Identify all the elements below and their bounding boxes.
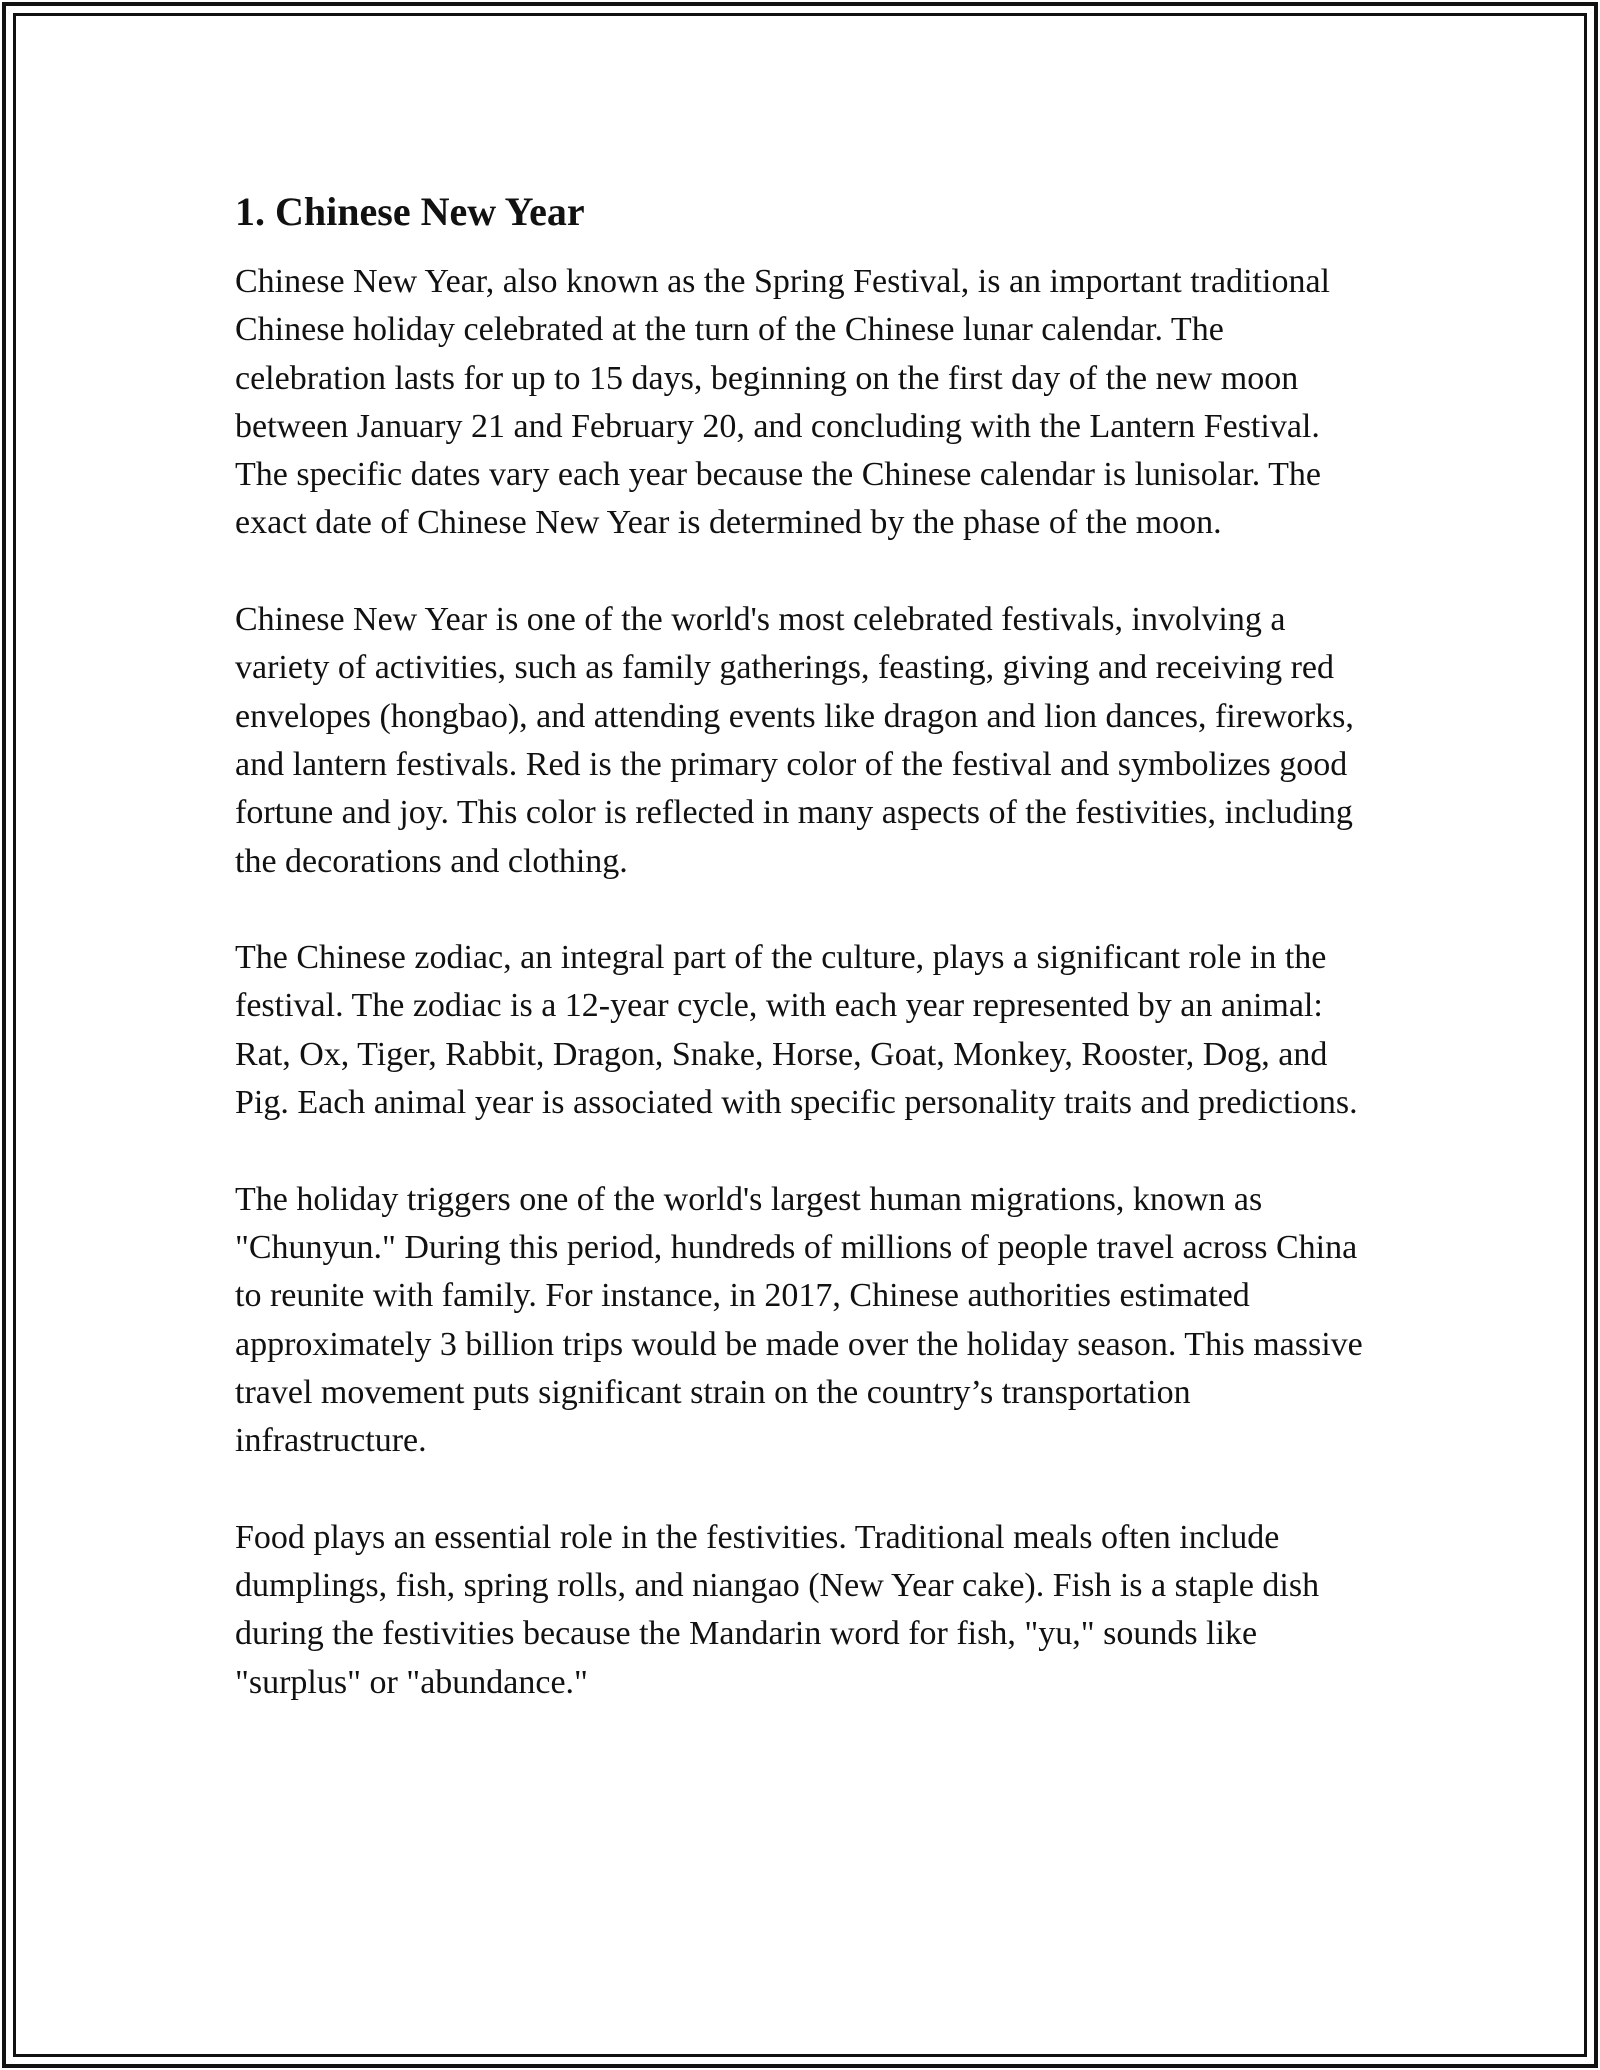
paragraph-chunyun: The holiday triggers one of the world's largest human migrations, known as "Chunyun." During this period, hundreds of millions of people travel across China to reunite with family. For instance, in 2017, Chinese authorities estimated approximately 3 billion trips would be made over the holiday season. This massive travel movement puts significant strain on the country’s transportation infrastructure. xyxy=(235,1180,1363,1460)
paragraph-zodiac: The Chinese zodiac, an integral part of the culture, plays a significant role in the festival. The zodiac is a 12-year cycle, with each year represented by an animal: Rat, Ox, Tiger, Rabbit, Dragon, Snake, Horse, Goat, Monkey, Rooster, Dog, and Pig. Each animal year is associated with specific personality traits and predictions. xyxy=(235,939,1358,1122)
paragraph-celebrations: Chinese New Year is one of the world's most celebrated festivals, involving a variety of activities, such as family gatherings, feasting, giving and receiving red envelopes (hongbao), and attending events like dragon and lion dances, fireworks, and lantern festivals. Red is the primary color of the festival and symbolizes good fortune and joy. This color is reflected in many aspects of the festivities, including the decorations and clothing. xyxy=(235,601,1354,880)
paragraph-spring-festival: Chinese New Year, also known as the Spring Festival, is an important traditional Chinese holiday celebrated at the turn of the Chinese lunar calendar. The celebration lasts for up to 15 days, beginning on the first day of the new moon between January 21 and February 20, and concluding with the Lantern Festival. The specific dates vary each year because the Chinese calendar is lunisolar. The exact date of Chinese New Year is determined by the phase of the moon. xyxy=(235,263,1330,542)
document-body xyxy=(235,186,1375,1707)
section-heading: 1. Chinese New Year xyxy=(235,189,585,234)
paragraph-food: Food plays an essential role in the festivities. Traditional meals often include dumplings, fish, spring rolls, and niangao (New Year cake). Fish is a staple dish during the festivities because the Mandarin word for fish, "yu," sounds like "surplus" or "abundance." xyxy=(235,1518,1320,1701)
